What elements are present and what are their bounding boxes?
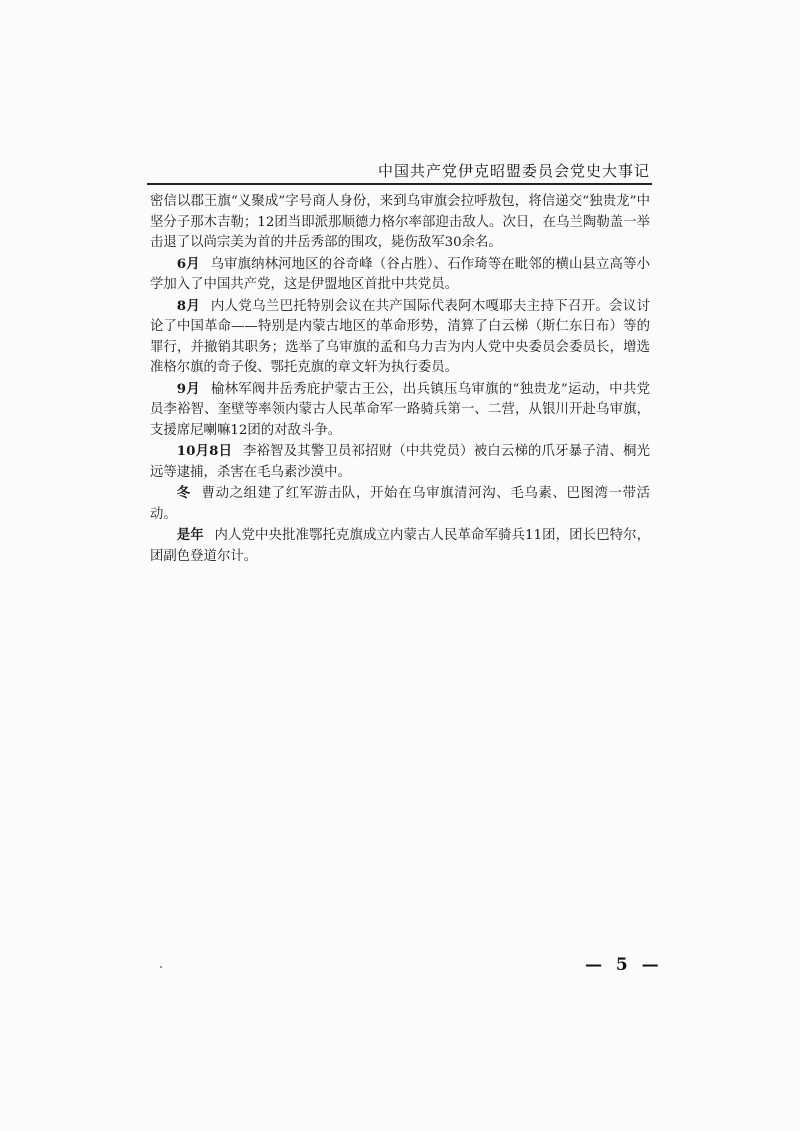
entry-this-year bbox=[150, 525, 650, 567]
entry-text: 曹动之组建了红军游击队，开始在乌审旗清河沟、毛乌素、巴图湾一带活动。 bbox=[150, 486, 651, 522]
entry-date: 是年 bbox=[176, 527, 204, 543]
entry-date: 9月 bbox=[176, 380, 201, 397]
chronicle-body bbox=[150, 192, 650, 567]
entry-text: 李裕智及其警卫员祁招财（中共党员）被白云梯的爪牙暴子清、桐光远等逮捕，杀害在毛乌素沙漠中。 bbox=[150, 444, 651, 480]
entry-june bbox=[150, 254, 650, 296]
entry-august bbox=[150, 296, 650, 379]
entry-date: 10月8日 bbox=[176, 443, 233, 459]
entry-continuation bbox=[150, 192, 650, 254]
entry-date: 8月 bbox=[176, 297, 201, 314]
entry-winter bbox=[150, 483, 650, 525]
entry-october-8 bbox=[150, 441, 650, 483]
entry-text: 内人党中央批准鄂托克旗成立内蒙古人民革命军骑兵11团，团长巴特尔，团副色登道尔计。 bbox=[150, 528, 650, 564]
page-number: — 5 — bbox=[585, 955, 663, 975]
entry-text: 密信以郡王旗“义聚成”字号商人身份，来到乌审旗会拉呼敖包，将信递交“独贵龙”中坚分子那木吉勒；12团当即派那顺德力格尔率部迎击敌人。次日，在乌兰陶勒盖一举击退了以尚宗美为首的井岳秀部的围攻，毙伤敌军30余名。 bbox=[150, 194, 650, 250]
entry-date: 6月 bbox=[176, 255, 200, 272]
entry-text: 乌审旗纳林河地区的谷奇峰（谷占胜）、石作琦等在毗邻的横山县立高等小学加入了中国共产党，这是伊盟地区首批中共党员。 bbox=[150, 256, 650, 292]
entry-september bbox=[150, 379, 650, 442]
header-rule bbox=[147, 183, 652, 185]
entry-text: 内人党乌兰巴托特别会议在共产国际代表阿木嘎耶夫主持下召开。会议讨论了中国革命——特别是内蒙古地区的革命形势，清算了白云梯（斯仁东日布）等的罪行，并撤销其职务；选举了乌审旗的孟和乌力吉为内人党中央委员会委员长，增选准格尔旗的奇子俊、鄂托克旗的章文轩为执行委员。 bbox=[150, 298, 650, 375]
scan-speck bbox=[160, 966, 162, 968]
entry-text: 榆林军阀井岳秀庇护蒙古王公，出兵镇压乌审旗的“独贵龙”运动，中共党员李裕智、奎壁等率领内蒙古人民革命军一路骑兵第一、二营，从银川开赴乌审旗，支援席尼喇嘛12团的对敌斗争。 bbox=[150, 381, 650, 438]
running-header-title: 中国共产党伊克昭盟委员会党史大事记 bbox=[377, 162, 650, 180]
entry-date: 冬 bbox=[176, 485, 191, 501]
